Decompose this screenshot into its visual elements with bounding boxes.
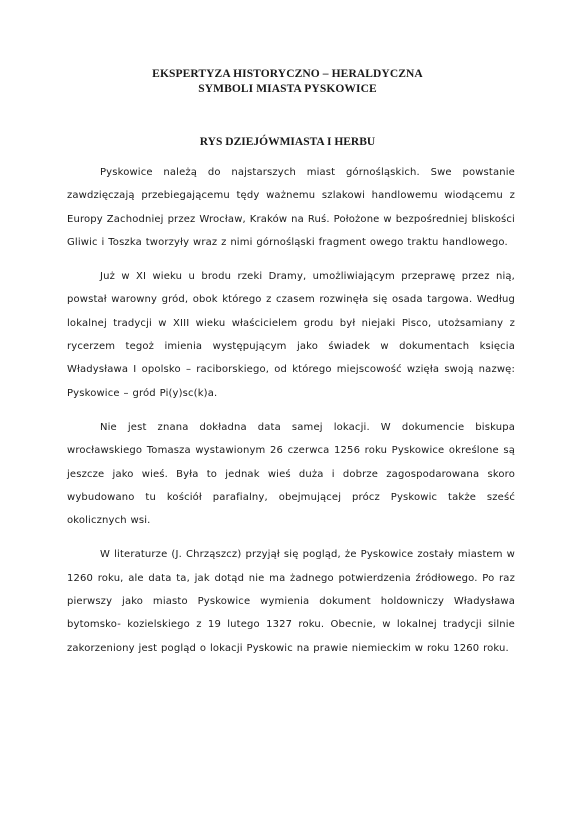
body-text bbox=[67, 161, 515, 671]
paragraph-1: Pyskowice należą do najstarszych miast górnośląskich. Swe powstanie zawdzięczają przebiegającemu tędy ważnemu szlakowi handlowemu wiodącemu z Europy Zachodniej przez Wrocław, Kraków na Ruś. Położone w bezpośredniej bliskości Gliwic i Toszka tworzyły wraz z nimi górnośląski fragment owego traktu handlowego. bbox=[67, 167, 515, 248]
section-heading: RYS DZIEJÓWMIASTA I HERBU bbox=[199, 136, 376, 148]
paragraph-3: Nie jest znana dokładna data samej lokacji. W dokumencie biskupa wrocławskiego Tomasza wystawionym 26 czerwca 1256 roku Pyskowice określone są jeszcze jako wieś. Była to jednak wieś duża i dobrze zagospodarowana skoro wybudowano tu kościół parafialny, obejmującej prócz Pyskowic także sześć okolicznych wsi. bbox=[67, 421, 515, 527]
paragraph-2: Już w XI wieku u brodu rzeki Dramy, umożliwiającym przeprawę przez nią, powstał warowny gród, obok którego z czasem rozwinęła się osada targowa. Według lokalnej tradycji w XIII wieku właścicielem grodu był niejaki Pisco, utożsamiany z rycerzem tegoż imienia występującym jako świadek w dokumentach księcia Władysława I opolsko – raciborskiego, od którego miejscowość wzięła swoją nazwę: Pyskowice – gród Pi(y)sc(k)a. bbox=[67, 271, 515, 399]
document-title-line-1: EKSPERTYZA HISTORYCZNO – HERALDYCZNA bbox=[152, 68, 423, 80]
document-title-line-2: SYMBOLI MIASTA PYSKOWICE bbox=[198, 83, 377, 95]
document-title bbox=[0, 67, 575, 97]
paragraph-4: W literaturze (J. Chrząszcz) przyjął się pogląd, że Pyskowice zostały miastem w 1260 roku, ale data ta, jak dotąd nie ma żadnego potwierdzenia źródłowego. Po raz pierwszy jako miasto Pyskowice wymienia dokument holdowniczy Władysława bytomsko- kozielskiego z 19 lutego 1327 roku. Obecnie, w lokalnej tradycji silnie zakorzeniony jest pogląd o lokacji Pyskowic na prawie niemieckim w roku 1260 roku. bbox=[67, 549, 515, 654]
